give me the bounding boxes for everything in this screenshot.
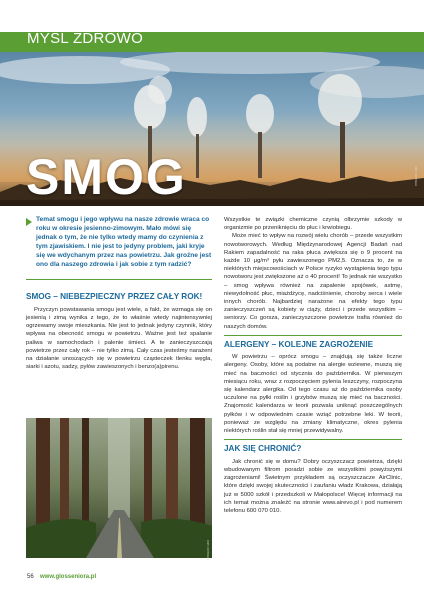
page-number: 56 (27, 574, 34, 580)
lead-arrow-icon (26, 218, 32, 226)
section-heading-protection: JAK SIĘ CHRONIĆ? (224, 444, 302, 454)
article-title: SMOG (26, 149, 187, 205)
divider (224, 335, 402, 336)
hero-photo-credit: FOT. FOTOLIA (414, 166, 418, 187)
right-column (224, 216, 402, 515)
section-heading-allergens: ALERGENY – KOLEJNE ZAGROŻENIE (224, 339, 374, 349)
section-title: MYŚL ZDROWO (27, 30, 144, 47)
divider (224, 439, 402, 440)
forest-road-illustration (26, 418, 212, 561)
divider (26, 279, 212, 280)
paragraph-protection: Jak chronić się w domu? Dobry oczyszczacz powietrza, dzięki wbudowanym filtrom poradzi sobie ze wszystkimi powyższymi zagrożeniami! Świetnym przykładem są oczyszczacze AirClinic, które dzięki swojej skuteczności i zaufaniu władz Krakowa, działają już w 5000 szkół i przedszkoli w Małopolsce! Więcej informacji na ich temat można znaleźć na stronie www.airevo.pl i pod numerem telefonu 600 070 010. (224, 458, 402, 514)
section-heading-smog: SMOG – NIEBEZPIECZNY PRZEZ CAŁY ROK! (26, 292, 203, 302)
paragraph-allergens: W powietrzu – oprócz smogu – znajdują się także liczne alergeny. Osoby, które są podatne na alergie wziewne, muszą się mieć na baczności od stycznia do października. W pierwszym miesiącu roku, wraz z rozpoczęciem pylenia leszczyny, rozpoczyna się kalendarz alergika. Od tego czasu aż do października osoby uczulone na pyłki roślin i grzybów muszą się mieć na baczności. Znajomość kalendarza w teorii pozwala uniknąć poszczególnych pyłków i w odpowiednim czasie wziąć potrzebne leki. W teorii, ponieważ ze względu na zmiany klimatyczne, okres pylenia niektórych roślin stał się mniej przewidywalny. (224, 354, 402, 435)
lead-block (26, 216, 212, 269)
forest-photo-credit: FOT. FOTOLIA (206, 540, 210, 561)
forest-road-photo (26, 418, 212, 561)
lead-text: Temat smogu i jego wpływu na nasze zdrowie wraca co roku w okresie jesienno-zimowym. Mało mówi się jednak o tym, że nie tylko wtedy mamy do czynienia z tym zjawiskiem. I nie jest to jedyny problem, jaki kryje się we wdychanym przez nas powietrzu. Jak groźne jest ono dla naszego zdrowia i jak sobie z tym radzić? (36, 216, 212, 268)
left-column (26, 216, 212, 371)
paragraph-diseases: Może mieć to wpływ na rozwój wielu chorób – przede wszystkim nowotworowych. Według Międzynarodowej Agencji Badań nad Rakiem zapadalność na raka płuca zwiększa się o 9 procent na każde 10 μg/m³ pyłu zawieszonego PM2,5. Oznacza to, że w niektórych miejscowościach w Polsce ryzyko wystąpienia tego typu nowotworu jest zwiększone aż o 40 procent! To jednak nie wszystko – smog wpływa również na zapalenie spojówek, astmę, niewydolność płuc, miażdżycę, nadciśnienie, choroby serca i wiele innych chorób. Najbardziej narażone na efekty tego typu zanieczyszczeń są kobiety w ciąży, dzieci i przede wszystkim – seniorzy. Co gorsza, zanieczyszczone powietrze trafia również do naszych domów. (224, 233, 402, 330)
paragraph-chemicals: Wszystkie te związki chemiczne czynią olbrzymie szkody w organizmie po przeniknięciu do płuc i krwiobiegu. (224, 217, 402, 232)
section-body-smog: Przyczyn powstawania smogu jest wiele, a fakt, że wzmaga się on jesienią i zimą wynika z tego, że to właśnie wtedy najintensywniej ogrzewamy swoje mieszkania. Nie jest to jednak jedyny czynnik, który wpływa na obecność smogu w powietrzu. Ważne jest też spalanie paliwa w samochodach i palenie śmieci. A te zanieczyszczają powietrze przez cały rok – nie tylko zimą. Cały czas jesteśmy narażeni na działanie unoszących się w powietrzu cząsteczek tlenku węgla, siarki i azotu, sadzy, pyłów zawieszonych i benzo(a)pirenu. (26, 306, 212, 371)
footer-link[interactable]: www.glosseniora.pl (40, 574, 97, 580)
